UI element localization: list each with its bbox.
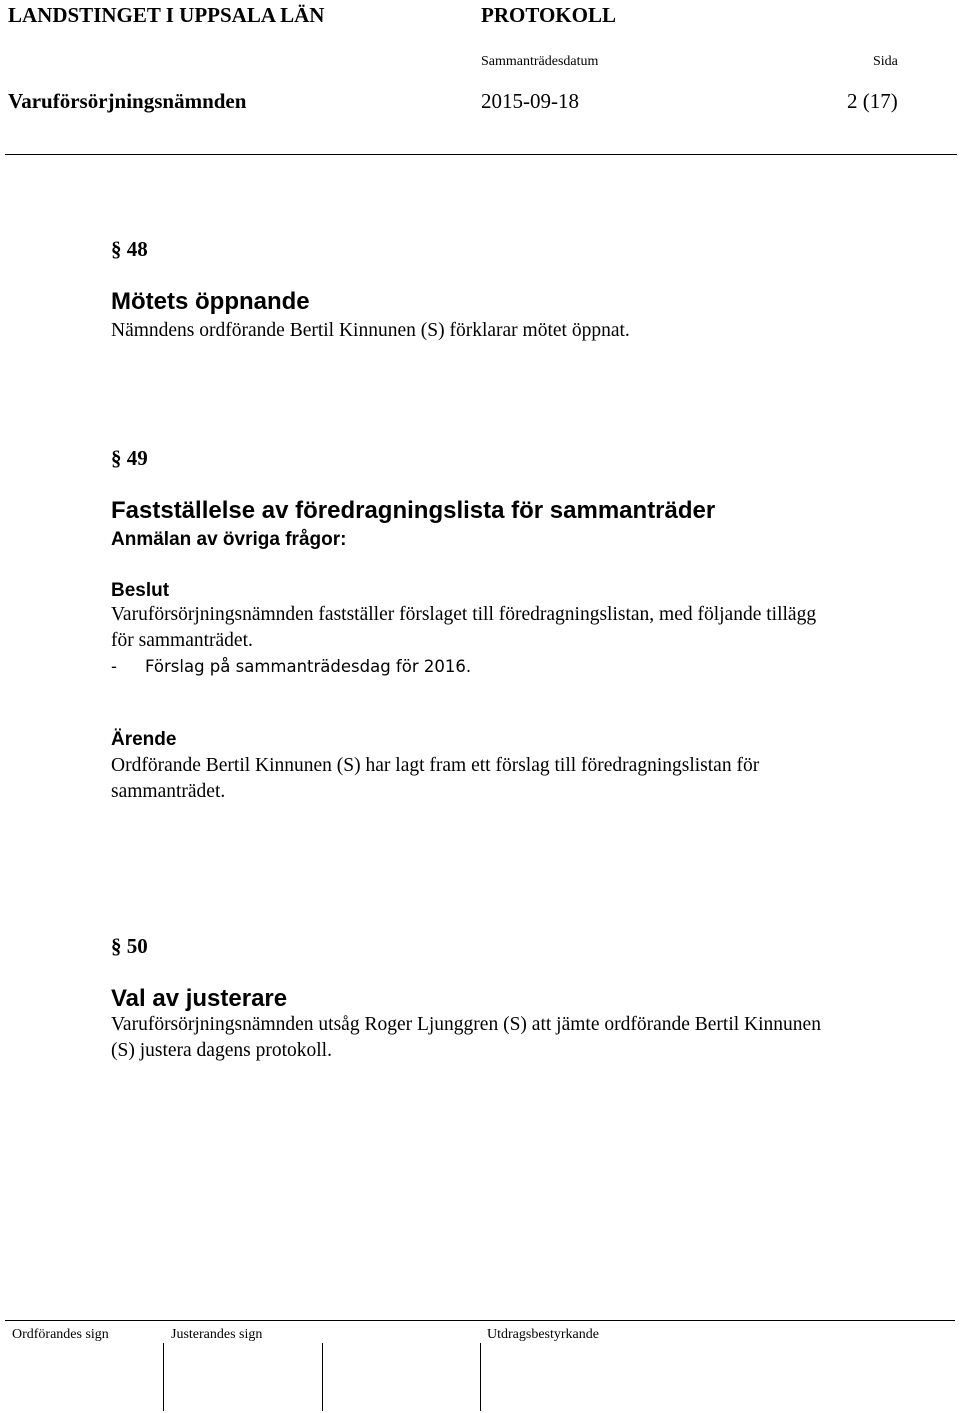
beslut-text-line-1: Varuförsörjningsnämnden fastställer förslaget till föredragningslistan, med följande tillägg [111, 604, 817, 625]
section-48-title: Mötets öppnande [111, 288, 310, 315]
page-number: 2 (17) [847, 89, 898, 113]
footer-separator-2 [322, 1343, 323, 1411]
beslut-text-line-2: för sammanträdet. [111, 630, 253, 651]
committee-name: Varuförsörjningsnämnden [8, 89, 247, 113]
section-50-text-line-1: Varuförsörjningsnämnden utsåg Roger Ljunggren (S) att jämte ordförande Bertil Kinnunen [111, 1014, 821, 1035]
footer-separator-3 [480, 1343, 481, 1411]
section-49-subtitle: Anmälan av övriga frågor: [111, 529, 347, 550]
section-50-number: § 50 [111, 934, 148, 958]
bullet-text: Förslag på sammanträdesdag för 2016. [145, 657, 472, 676]
page-label: Sida [873, 54, 898, 69]
section-48-text: Nämndens ordförande Bertil Kinnunen (S) förklarar mötet öppnat. [111, 320, 630, 341]
date-label: Sammanträdesdatum [481, 54, 599, 69]
arende-text-line-1: Ordförande Bertil Kinnunen (S) har lagt fram ett förslag till föredragningslistan för [111, 755, 760, 776]
header-divider [5, 154, 957, 155]
arende-text-line-2: sammanträdet. [111, 781, 226, 802]
section-49-number: § 49 [111, 446, 148, 470]
section-49-title: Fastställelse av föredragningslista för sammanträder [111, 497, 716, 524]
section-50-text-line-2: (S) justera dagens protokoll. [111, 1040, 332, 1061]
bullet-dash: - [111, 657, 117, 676]
meeting-date: 2015-09-18 [481, 89, 579, 113]
adjuster-sign-label: Justerandes sign [171, 1327, 263, 1342]
footer-separator-1 [163, 1343, 164, 1411]
chair-sign-label: Ordförandes sign [12, 1327, 109, 1342]
document-type: PROTOKOLL [481, 3, 616, 27]
extract-certification-label: Utdragsbestyrkande [487, 1327, 599, 1342]
section-50-title: Val av justerare [111, 985, 288, 1012]
arende-heading: Ärende [111, 729, 177, 750]
beslut-heading: Beslut [111, 580, 170, 601]
section-48-number: § 48 [111, 237, 148, 261]
footer-divider [5, 1320, 955, 1321]
organization-name: LANDSTINGET I UPPSALA LÄN [8, 3, 325, 27]
